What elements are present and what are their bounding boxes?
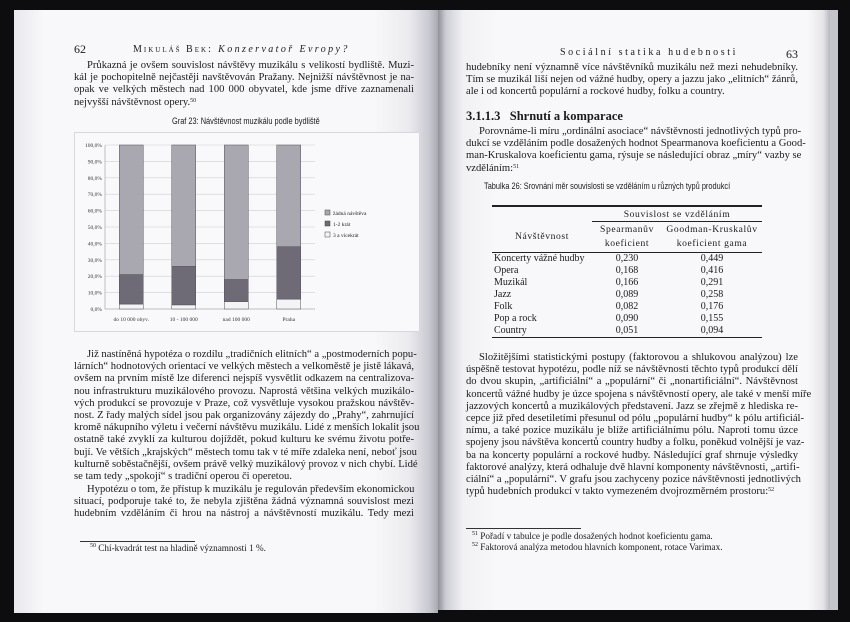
table-col-header-visits: Návštěvnost	[514, 231, 570, 243]
bar-segment-3-a-vícekrát	[277, 299, 301, 309]
legend-label: žádná návštěva	[333, 211, 367, 217]
text-line: Složitějšími statistickými postupy (faktorovou a shlukovou analýzou) lze	[479, 352, 798, 363]
x-tick-label: 10 - 100 000	[169, 317, 198, 323]
running-head-separator: :	[208, 44, 219, 55]
gamma-value: 0,291	[700, 277, 724, 288]
text-line: Hypotézu o tom, že přístup k muzikálu je regulován především ekonomickou	[87, 484, 415, 495]
text-line: hudebním vzděláním či hrou na nástroj a návštěvností muzikálu. Tedy mezi	[74, 508, 414, 520]
x-tick-label: do 10 000 obyv.	[113, 317, 149, 323]
stacked-bar-chart	[75, 133, 419, 331]
table-group-header: Souvislost se vzděláním	[592, 206, 762, 222]
text-line: hudebníky není významně více návštěvníků muzikálu než mezi nehudebníky.	[466, 62, 798, 73]
row-label: Country	[494, 325, 527, 336]
text-line: ale i od koncertů populární a rockové hudby, folku a country.	[466, 86, 725, 98]
bar-segment-3-a-vícekrát	[119, 304, 143, 309]
text-line: do dvou skupin, „artificiální“ a „populární“ či „nonartificiální“. Návštěvnost	[466, 376, 798, 388]
y-tick-label: 10,0%	[87, 290, 102, 297]
row-label: Muzikál	[494, 277, 528, 288]
book-edge	[830, 10, 838, 610]
text-line: kál je pochopitelně nejčastěji navštěvován Pražany. Nejnižší návštěvnost je na-	[74, 72, 414, 84]
y-tick-label: 40,0%	[87, 241, 102, 248]
running-head-author: Mikuláš Bek	[133, 44, 209, 55]
y-tick-label: 0,0%	[90, 307, 102, 313]
table-row	[492, 301, 762, 313]
bar-segment-žádná-návštěva	[224, 145, 248, 279]
text-line: ba na koncerty populární a rockové hudby. Následující graf shrnuje výsledky	[466, 449, 798, 461]
text-line: nejvyšší návštěvnost opery.$^{50}$	[74, 96, 197, 108]
text-line: lárních“ hodnotových orientací ve velkých městech a velkoměstě je jistě lákavá,	[74, 361, 414, 373]
y-tick-label: 50,0%	[87, 225, 102, 231]
gamma-value: 0,155	[700, 313, 724, 324]
text-line: nou infrastrukturu muzikálového provozu. Naprostá většina velkých muzikálo-	[74, 385, 414, 397]
table-col-header-spearman	[592, 222, 662, 253]
spearman-header-line1: Spearmanův	[600, 224, 654, 235]
text-line: spojeny jsou návštěva koncertů country hudby a folku, poněkud volnější je vaz-	[466, 437, 805, 449]
text-line: kulturně soběstačnější, ovšem právě velký muzikálový provoz v nich chybí. Lidé	[74, 458, 418, 470]
text-line: ciální“ a „populární“. V grafu jsou zachyceny pozice návštěvnosti jednotlivých	[466, 474, 801, 486]
section-number: 3.1.1.3	[466, 109, 501, 123]
y-tick-label: 70,0%	[87, 192, 102, 199]
table-caption: Tabulka 26: Srovnání měr souvislosti se vzděláním u různých typů produkcí	[484, 181, 731, 191]
table-row	[492, 325, 762, 338]
spearman-header-line2: koeficient	[604, 238, 650, 249]
footnote-rule-right	[466, 528, 581, 529]
right-paragraph-2	[466, 126, 806, 175]
text-line: Porovnáme-li míru „ordinální asociace“ návštěvnosti jednotlivých typů pro-	[479, 126, 802, 137]
text-line: bují. Ve větších „krajských“ městech tomu tak v té míře zdaleka není, neboť jsou	[74, 446, 417, 458]
footnote-text: Pořadí v tabulce je podle dosažených hodnot koeficientu gama.	[478, 531, 713, 541]
spearman-value: 0,082	[615, 301, 639, 312]
section-heading	[466, 109, 623, 124]
table-row	[492, 265, 762, 277]
text-line: man-Kruskalova koeficientu gama, rýsuje se následující obraz „míry“ vazby se	[466, 150, 802, 162]
left-running-head	[133, 44, 350, 55]
footnote-reference[interactable]: 51	[513, 163, 520, 170]
text-line: faktorové analýzy, která odhaluje dvě hlavní komponenty návštěvnosti, „artifi-	[466, 461, 800, 473]
text-line: se tam tedy „spokojí“ s tradiční operou či operetou.	[74, 471, 292, 483]
bar-segment-3-a-vícekrát	[172, 305, 196, 309]
footnote-number: 51	[472, 531, 478, 537]
text-line: Tím se muzikál liší nejen od vážné hudby, opery a jazzu jako „elitních“ žánrů,	[466, 74, 798, 86]
row-label: Pop a rock	[494, 313, 537, 324]
spearman-value: 0,166	[615, 277, 639, 288]
footnote-50	[90, 543, 266, 554]
y-tick-label: 80,0%	[87, 175, 102, 182]
left-page-number: 62	[74, 42, 86, 56]
right-running-head: Sociální statika hudebnosti	[560, 47, 738, 58]
table-row	[492, 253, 762, 266]
bar-segment-žádná-návštěva	[277, 145, 301, 247]
legend-label: 1-2 krát	[333, 222, 351, 228]
y-tick-label: 60,0%	[87, 208, 102, 215]
footnote-number: 50	[90, 543, 96, 549]
y-tick-label: 20,0%	[87, 274, 102, 281]
gamma-value: 0,258	[700, 289, 724, 300]
gamma-header-line2: koeficient gama	[676, 238, 748, 249]
legend-swatch	[325, 232, 330, 237]
text-line: situací, podporuje také to, že nebyla zjištěna žádná významná souvislost mezi	[74, 496, 414, 508]
bar-segment-žádná-návštěva	[119, 145, 143, 275]
spearman-value: 0,230	[615, 253, 639, 264]
text-line: ovšem na prvním místě lze diferenci nejspíš vysvětlit odkazem na centralizova-	[74, 373, 414, 385]
bar-segment-1-2-krát	[172, 266, 196, 305]
bar-segment-žádná-návštěva	[172, 145, 196, 266]
row-label: Folk	[494, 301, 513, 312]
text-line: koncertů vážné hudby je úzce spojena s návštěvností opery, ale také v menší míře	[466, 388, 812, 400]
legend-swatch	[325, 221, 330, 226]
text-line: nímu, a také pozice muzikálu je blíže artificiálnímu pólu. Naproti tomu úzce	[466, 425, 798, 437]
gamma-header-line1: Goodman-Kruskalův	[666, 224, 758, 235]
footnote-reference[interactable]: 52	[768, 487, 775, 494]
right-page-number: 63	[786, 47, 798, 61]
footnote-reference[interactable]: 50	[190, 97, 197, 104]
x-tick-label: nad 100 000	[222, 317, 250, 323]
text-line: Již nastíněná hypotéza o rozdílu „tradičních elitních“ a „postmoderních popu-	[87, 349, 417, 360]
bar-segment-1-2-krát	[277, 247, 301, 299]
y-tick-label: 100,0%	[85, 143, 102, 149]
text-line: dukcí se vzděláním podle dosažených hodnot Spearmanova koeficientu a Good-	[466, 138, 806, 150]
footnote-text: Faktorová analýza metodou hlavních komponent, rotace Varimax.	[478, 542, 723, 552]
text-line: opak ve velkých městech nad 100 000 obyvatel, kde jsme dříve zaznamenali	[74, 84, 414, 96]
text-line: cepce již před desetiletími přesunul od pólu „populární hudby“ k pólu artificiál-	[466, 413, 805, 425]
data-table	[492, 205, 762, 338]
gamma-value: 0,449	[700, 253, 724, 264]
row-label: Opera	[494, 265, 519, 276]
bar-segment-1-2-krát	[224, 279, 248, 301]
gamma-value: 0,094	[700, 325, 724, 336]
section-title: Shrnutí a komparace	[509, 109, 623, 123]
row-label: Jazz	[494, 289, 512, 300]
left-paragraph-1	[74, 60, 414, 109]
text-line: vých produkcí se provozuje v Praze, což vysvětluje vysokou pražskou návštěv-	[74, 397, 414, 409]
bar-segment-3-a-vícekrát	[224, 302, 248, 309]
right-paragraph-3	[466, 352, 812, 498]
chart-frame	[74, 132, 420, 332]
left-paragraph-2	[74, 349, 420, 483]
gamma-value: 0,176	[700, 301, 724, 312]
right-footnotes	[472, 531, 723, 553]
bar-segment-1-2-krát	[119, 275, 143, 305]
footnote-51	[472, 531, 723, 542]
text-line: úspěšně testovat hypotézu, podle níž se návštěvnosti těchto typů produkcí dělí	[466, 364, 798, 376]
left-paragraph-3	[74, 484, 414, 521]
spearman-value: 0,090	[615, 313, 639, 324]
footnote-rule	[80, 541, 195, 542]
spearman-value: 0,051	[615, 325, 639, 336]
running-head-book-title: Konzervatoř Evropy?	[218, 44, 350, 55]
text-line: jazzových koncertů a muzikálových představení. Jazz se zřejmě z hlediska re-	[466, 400, 798, 412]
gamma-value: 0,416	[700, 265, 724, 276]
y-tick-label: 30,0%	[87, 257, 102, 264]
footnote-52	[472, 542, 723, 553]
text-line: ostatně také zvyklí za kulturou dojíždět, pokud kulturu ke svému životu potře-	[74, 434, 414, 446]
right-paragraph-1	[466, 62, 798, 99]
table-col-header-gamma	[662, 222, 762, 253]
chart-caption: Graf 23: Návštěvnost muzikálu podle bydliště	[172, 116, 320, 126]
text-line: nost. Z řady malých sídel jsou pak organizovány zájezdy do „Prahy“, zahrnující	[74, 410, 414, 422]
legend-swatch	[325, 210, 330, 215]
legend-label: 3 a vícekrát	[333, 233, 359, 239]
text-line: Průkazná je ovšem souvislost návštěvy muzikálu s velikostí bydliště. Muzi-	[87, 60, 414, 71]
table-row	[492, 313, 762, 325]
table-row	[492, 277, 762, 289]
footnote-text: Chí-kvadrát test na hladině významnosti 1 %.	[98, 543, 266, 553]
x-tick-label: Praha	[282, 317, 296, 323]
spearman-value: 0,089	[615, 289, 639, 300]
text-line: typů hudebních produkcí v takto vymezeném dvojrozměrném prostoru:$^{52}$	[466, 486, 775, 498]
table-row	[492, 289, 762, 301]
spearman-value: 0,168	[615, 265, 639, 276]
row-label: Koncerty vážné hudby	[494, 253, 585, 264]
y-tick-label: 90,0%	[87, 159, 102, 166]
text-line: kromě nákupního výletu i večerní návštěvu muzikálu. Lidé z menších lokalit jsou	[74, 422, 420, 434]
footnote-number: 52	[472, 542, 478, 548]
text-line: vzděláním:$^{51}$	[466, 162, 520, 174]
